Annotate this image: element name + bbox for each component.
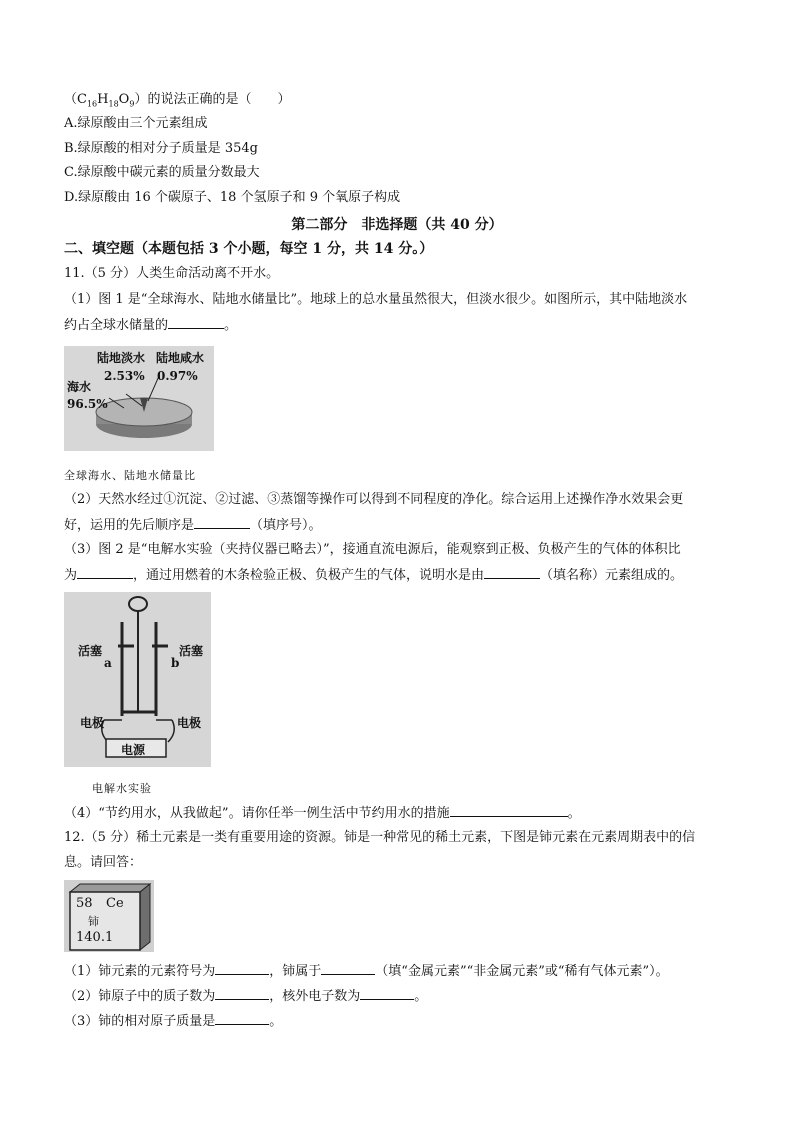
q12-p2-text-c: 。 xyxy=(414,989,428,1004)
figure-2-electrolysis xyxy=(64,592,211,767)
q10-option-c: C.绿原酸中碳元素的质量分数最大 xyxy=(64,165,260,180)
formula-prefix: （C xyxy=(64,92,87,107)
q11-p1-answer-blank[interactable] xyxy=(168,316,224,329)
q12-p3-text-b: 。 xyxy=(269,1014,283,1029)
q10-option-b: B.绿原酸的相对分子质量是 354g xyxy=(64,141,258,156)
formula-h: H xyxy=(97,92,109,107)
q12-p1-text-a: （1）铈元素的元素符号为 xyxy=(64,964,216,979)
q11-p4-text: （4）“节约用水，从我做起”。请你任举一例生活中节约用水的措施 xyxy=(64,806,450,821)
figure-2-caption: 电解水实验 xyxy=(92,782,152,795)
q11-p3-text-a: 为 xyxy=(64,568,78,583)
q11-p3-line2 xyxy=(64,566,683,585)
formula-sub-h: 18 xyxy=(108,99,119,109)
label-salt-water: 陆地咸水 xyxy=(156,351,205,365)
q11-p3-element-blank[interactable] xyxy=(484,566,540,579)
formula-suffix: ）的说法正确的是（ ） xyxy=(134,92,291,107)
label-sea-water: 海水 xyxy=(67,380,92,394)
q11-p2-answer-blank[interactable] xyxy=(194,516,250,529)
q11-stem: 11.（5 分）人类生命活动离不开水。 xyxy=(64,266,280,281)
q11-p3-text-c: （填名称）元素组成的。 xyxy=(540,568,684,583)
element-atomic-number: 58 xyxy=(76,896,93,911)
part2-title: 第二部分 非选择题（共 40 分） xyxy=(291,217,503,233)
q12-p2-text-a: （2）铈原子中的质子数为 xyxy=(64,989,216,1004)
q10-option-d: D.绿原酸由 16 个碳原子、18 个氢原子和 9 个氧原子构成 xyxy=(64,190,401,205)
element-mass: 140.1 xyxy=(76,930,114,945)
element-symbol: Ce xyxy=(106,896,124,911)
q12-p3-mass-blank[interactable] xyxy=(215,1012,269,1025)
label-electrode-right: 电极 xyxy=(177,716,202,730)
q11-p3-ratio-blank[interactable] xyxy=(77,566,133,579)
q12-p1-text-b: ，铈属于 xyxy=(269,964,322,979)
q11-p1-line1: （1）图 1 是“全球海水、陆地水储量比”。地球上的总水量虽然很大，但淡水很少。如图所示，其中陆地淡水 xyxy=(64,292,688,307)
q12-p2-line xyxy=(64,987,427,1006)
formula-sub-c: 16 xyxy=(86,99,98,109)
q11-p4-end: 。 xyxy=(567,806,581,821)
q12-p2-text-b: ，核外电子数为 xyxy=(269,989,361,1004)
figure-1-caption: 全球海水、陆地水储量比 xyxy=(64,469,196,482)
q11-p3-text-b: ，通过用燃着的木条检验正极、负极产生的气体，说明水是由 xyxy=(133,568,485,583)
q11-p2-end: （填序号）。 xyxy=(250,518,322,533)
q10-option-a: A.绿原酸由三个元素组成 xyxy=(64,116,208,131)
value-sea-water: 96.5% xyxy=(67,397,108,411)
q11-p1-end: 。 xyxy=(224,318,238,333)
q11-p2-text: 好，运用的先后顺序是 xyxy=(64,518,195,533)
q10-stem-line xyxy=(64,91,290,114)
q12-stem-line1: 12.（5 分）稀土元素是一类有重要用途的资源。铈是一种常见的稀土元素，下图是铈元素在元素周期表中的信 xyxy=(64,830,696,845)
label-tube-a: a xyxy=(104,656,112,670)
q12-p3-text-a: （3）铈的相对原子质量是 xyxy=(64,1014,216,1029)
q12-p1-text-c: （填“金属元素”“非金属元素”或“稀有气体元素”）。 xyxy=(375,964,669,979)
q12-p2-electron-blank[interactable] xyxy=(360,987,414,1000)
q11-p1-text: 约占全球水储量的 xyxy=(64,318,169,333)
q11-p2-line1: （2）天然水经过①沉淀、②过滤、③蒸馏等操作可以得到不同程度的净化。综合运用上述操作净水效果会更 xyxy=(64,492,684,507)
element-card-cerium xyxy=(64,880,154,952)
q12-p2-proton-blank[interactable] xyxy=(215,987,269,1000)
q12-p1-symbol-blank[interactable] xyxy=(215,962,269,975)
section2-title: 二、填空题（本题包括 3 个小题，每空 1 分，共 14 分。） xyxy=(64,241,434,257)
q11-p3-line1: （3）图 2 是“电解水实验（夹持仪器已略去）”，接通直流电源后，能观察到正极、负极产生的气体的体积比 xyxy=(64,542,681,557)
element-name: 铈 xyxy=(88,915,99,928)
formula-sub-o: 9 xyxy=(129,99,135,109)
figure-1-water-pie xyxy=(64,346,214,451)
q11-p4-line xyxy=(64,804,581,823)
q11-p2-line2 xyxy=(64,516,322,535)
label-electrode-left: 电极 xyxy=(80,716,105,730)
q12-p1-line xyxy=(64,962,669,981)
q12-p1-category-blank[interactable] xyxy=(321,962,375,975)
q12-p3-line xyxy=(64,1012,282,1031)
q11-p4-answer-blank[interactable] xyxy=(450,804,568,817)
label-stopcock-right: 活塞 xyxy=(179,644,204,658)
q11-p1-line2 xyxy=(64,316,237,335)
q12-stem-line2: 息。请回答： xyxy=(64,855,143,870)
label-fresh-water: 陆地淡水 xyxy=(97,351,146,365)
label-tube-b: b xyxy=(171,656,180,670)
value-fresh-water: 2.53% xyxy=(104,369,145,383)
label-power-supply: 电源 xyxy=(121,743,146,757)
value-salt-water: 0.97% xyxy=(157,369,198,383)
label-stopcock-left: 活塞 xyxy=(78,644,103,658)
formula-o: O xyxy=(118,92,130,107)
